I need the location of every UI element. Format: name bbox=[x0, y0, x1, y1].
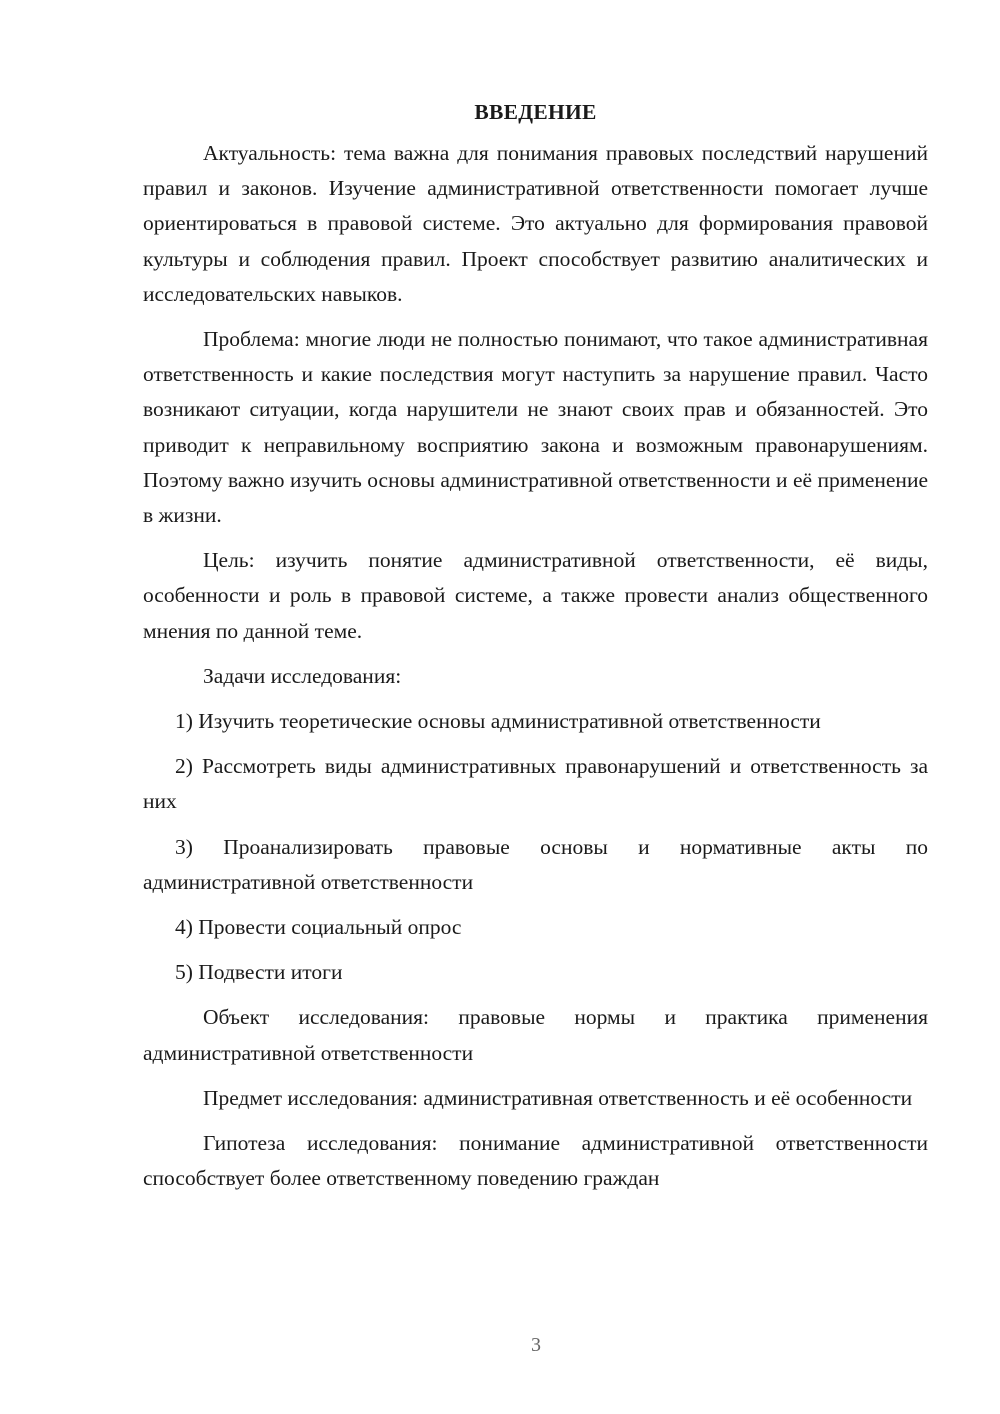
task-item-5: 5) Подвести итоги bbox=[175, 960, 343, 985]
page-number: 3 bbox=[531, 1334, 541, 1356]
task-item-2: 2) Рассмотреть виды административных правонарушений и ответственность за них bbox=[143, 754, 928, 814]
task-item-1: 1) Изучить теоретические основы административной ответственности bbox=[175, 709, 821, 734]
paragraph-object: Объект исследования: правовые нормы и практика применения административной ответственности bbox=[143, 1005, 928, 1065]
task-item-4: 4) Провести социальный опрос bbox=[175, 915, 462, 940]
section-title: ВВЕДЕНИЕ bbox=[474, 100, 597, 124]
page-content bbox=[143, 95, 928, 1206]
tasks-heading: Задачи исследования: bbox=[203, 663, 402, 688]
paragraph-problem: Проблема: многие люди не полностью понимают, что такое административная ответственность и какие последствия могут наступить за нарушение правил. Часто возникают ситуации, когда нарушители не знают своих прав и обязанностей. Это приводит к неправильному восприятию закона и возможным правонарушениям. Поэтому важно изучить основы административной ответственности и её применение в жизни. bbox=[143, 327, 928, 528]
paragraph-goal: Цель: изучить понятие административной ответственности, её виды, особенности и роль в правовой системе, а также провести анализ общественного мнения по данной теме. bbox=[143, 548, 928, 643]
task-item-3: 3) Проанализировать правовые основы и нормативные акты по административной ответственности bbox=[143, 834, 928, 894]
paragraph-hypothesis: Гипотеза исследования: понимание административной ответственности способствует более ответственному поведению граждан bbox=[143, 1131, 928, 1191]
paragraph-subject: Предмет исследования: административная ответственность и её особенности bbox=[203, 1085, 913, 1110]
paragraph-relevance: Актуальность: тема важна для понимания правовых последствий нарушений правил и законов. Изучение административной ответственности помогает лучше ориентироваться в правовой системе. Это актуально для формирования правовой культуры и соблюдения правил. Проект способствует развитию аналитических и исследовательских навыков. bbox=[143, 141, 928, 306]
